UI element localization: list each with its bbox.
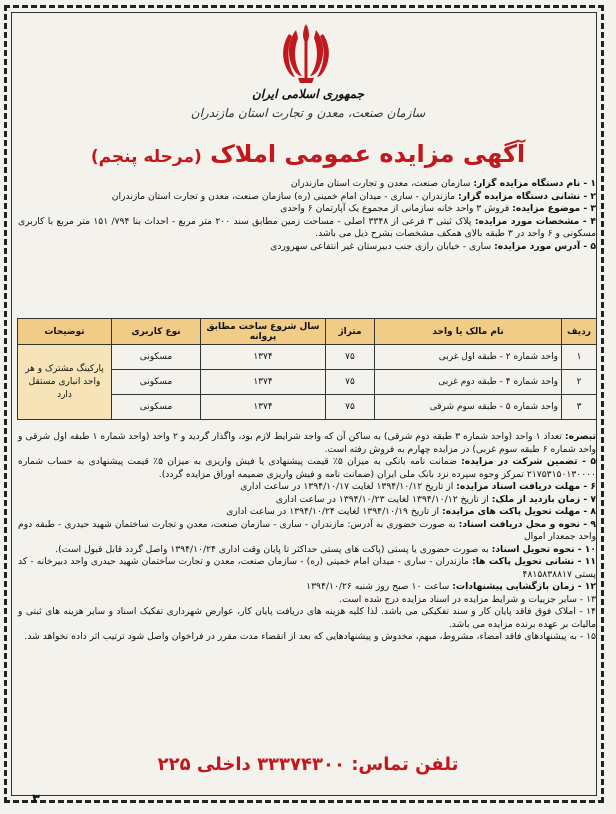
intro-item: ۴ - مشخصات مورد مزایده: پلاک ثبتی ۳ فرعی از ۳۳۴۸ اصلی - مساحت زمین مطابق سند ۲۰۰ متر مربع - احداث بنا ۷۹۴/ ۱۵۱ متر مربع با کاربری مسکونی و ۶ واحد در ۳ طبقه بالای همکف مشخصات بشرح ذیل می باشد. xyxy=(18,215,596,239)
cell-use: مسکونی xyxy=(112,345,201,370)
table-row xyxy=(18,345,597,370)
intro-section xyxy=(18,178,596,253)
col-notes: توضیحات xyxy=(18,319,112,345)
cell-use: مسکونی xyxy=(112,395,201,420)
col-use: نوع کاربری xyxy=(112,319,201,345)
cell-use: مسکونی xyxy=(112,370,201,395)
cell-year: ۱۳۷۴ xyxy=(201,395,326,420)
intro-item: ۵ - آدرس مورد مزایده: ساری - خیابان رازی جنب دبیرستان غیر انتفاعی سهروردی xyxy=(270,240,596,252)
cell-area: ۷۵ xyxy=(326,345,375,370)
ad-title-stage: (مرحله پنجم) xyxy=(90,147,202,167)
intro-item: ۱ - نام دستگاه مزایده گزار: سازمان صنعت، معدن و تجارت استان مازندران xyxy=(290,178,596,189)
cell-row: ۲ xyxy=(562,370,597,395)
cell-year: ۱۳۷۴ xyxy=(201,370,326,395)
cell-row: ۱ xyxy=(562,345,597,370)
detail-item: ۱۳ - سایر جزییات و شرایط مزایده در اسناد مزایده درج شده است. xyxy=(339,593,596,605)
col-row: ردیف xyxy=(562,319,597,345)
detail-item: ۱۵ - به پیشنهادهای فاقد امضاء، مشروط، مبهم، مخدوش و پیشنهادهایی که بعد از انقضاء مدت مقرر در فراخوان واصل شود ترتیب اثر داده نخواهد شد. xyxy=(24,631,596,642)
detail-item: ۱۴ - املاک فوق فاقد پایان کار و سند تفکیکی می باشد. لذا کلیه هزینه های دریافت پایان کار، عوارض شهرداری تفکیک اسناد و سایر هزینه های ثبتی و مالیات بر عهده برنده مزایده می باشد. xyxy=(18,606,596,630)
detail-item: ۸ - مهلت تحویل پاکت های مزایده: از تاریخ ۱۳۹۴/۱۰/۱۹ لغایت ۱۳۹۴/۱۰/۲۴ در ساعت اداری xyxy=(226,506,596,517)
detail-item: ۷ - زمان بازدید از ملک: از تاریخ ۱۳۹۴/۱۰/۱۲ لغایت ۱۳۹۴/۱۰/۲۳ در ساعت اداری xyxy=(275,493,596,505)
col-unit: نام مالک یا واحد xyxy=(375,319,562,345)
intro-item: ۲ - نشانی دستگاه مزایده گزار: مازندران - ساری - میدان امام خمینی (ره) سازمان صنعت، معدن و تجارت استان مازندران xyxy=(111,190,596,202)
page-mark: ۳ xyxy=(32,792,40,807)
detail-item: تبصره: تعداد ۱ واحد (واحد شماره ۳ طبقه دوم شرقی) به ساکن آن که واجد شرایط لازم بود، واگذار گردید و ۲ واحد (واحد شماره ۱ طبقه اول شرقی و واحد شماره ۶ طبقه سوم غربی) در مزایده چهارم به فروش رفته است. xyxy=(18,431,596,455)
cell-row: ۳ xyxy=(562,395,597,420)
details-section xyxy=(18,431,596,644)
detail-item: ۵ - تضمین شرکت در مزایده: ضمانت نامه بانکی به میزان ۵٪ قیمت پیشنهادی یا فیش واریزی به میزان ۵٪ قیمت پیشنهادی به حساب شماره ۲۱۷۵۳۱۵۰۱۳۰۰۰۰ تمرکز وجوه سپرده نزد بانک ملی ایران (ضمانت نامه و فیش واریزی ضمیمه اوراق مزایده گردد). xyxy=(18,456,596,480)
ad-title xyxy=(0,140,616,168)
detail-item: ۶ - مهلت دریافت اسناد مزایده: از تاریخ ۱۳۹۴/۱۰/۱۲ لغایت ۱۳۹۴/۱۰/۱۷ در ساعت اداری xyxy=(240,481,596,492)
property-table xyxy=(17,318,597,420)
detail-item: ۱۱ - نشانی تحویل پاکت ها: مازندران - ساری - میدان امام خمینی (ره) - سازمان صنعت، معدن و تجارت ساختمان شهید حیدری واحد دبیرخانه - کد پستی ۴۸۱۵۸۳۸۸۱۷ xyxy=(18,556,596,580)
contact-phone: تلفن تماس: ۳۳۳۷۴۳۰۰ داخلی ۲۲۵ xyxy=(157,754,459,775)
iran-emblem-icon xyxy=(278,20,334,86)
intro-item: ۳ - موضوع مزایده: فروش ۳ واحد خانه سازمانی از مجموع یک آپارتمان ۶ واحدی xyxy=(280,203,596,214)
organization-label: سازمان صنعت، معدن و تجارت استان مازندران xyxy=(190,106,426,120)
cell-notes: پارکینگ مشترک و هر واحد انباری مستقل دارد xyxy=(18,345,112,420)
col-area: متراژ xyxy=(326,319,375,345)
cell-year: ۱۳۷۴ xyxy=(201,345,326,370)
col-year: سال شروع ساخت مطابق پروانه xyxy=(201,319,326,345)
detail-item: ۱۰ - نحوه تحویل اسناد: به صورت حضوری یا پستی (پاکت های پستی حداکثر تا پایان وقت اداری ۱۳۹۴/۱۰/۲۴ واصل گردد قابل قبول است). xyxy=(55,543,596,555)
cell-unit: واحد شماره ۵ - طبقه سوم شرقی xyxy=(375,395,562,420)
ad-title-main: آگهی مزایده عمومی املاک xyxy=(210,140,526,168)
table-header-row xyxy=(18,319,597,345)
republic-label: جمهوری اسلامی ایران xyxy=(251,87,365,101)
cell-unit: واحد شماره ۲ - طبقه اول غربی xyxy=(375,345,562,370)
detail-item: ۹ - نحوه و محل دریافت اسناد: به صورت حضوری به آدرس: مازندران - ساری - سازمان صنعت، معدن و تجارت ساختمان شهید حیدری - طبقه دوم واحد جمعدار اموال xyxy=(18,518,596,542)
detail-item: ۱۲ - زمان بازگشایی پیشنهادات: ساعت ۱۰ صبح روز شنبه ۱۳۹۴/۱۰/۲۶ xyxy=(306,581,596,592)
cell-area: ۷۵ xyxy=(326,395,375,420)
cell-unit: واحد شماره ۴ - طبقه دوم غربی xyxy=(375,370,562,395)
cell-area: ۷۵ xyxy=(326,370,375,395)
